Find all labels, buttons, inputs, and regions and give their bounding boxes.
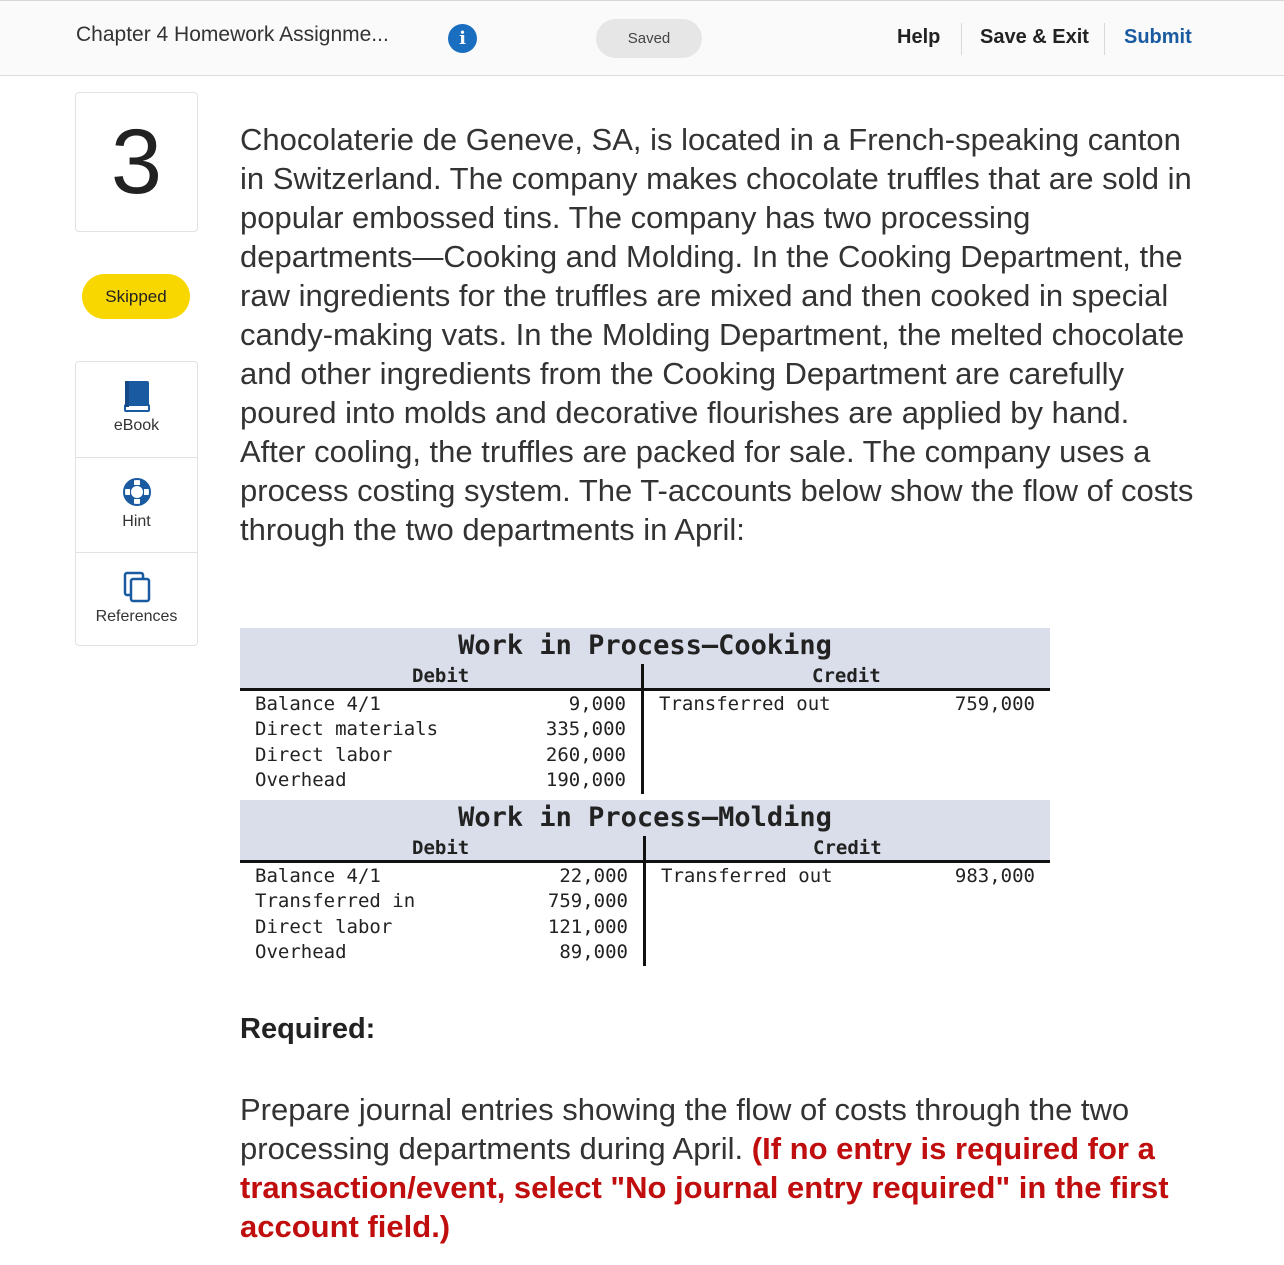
- t-account-header: [240, 628, 1050, 691]
- documents-icon: [122, 571, 152, 603]
- debit-label: Overhead: [255, 941, 347, 963]
- credit-label: Transferred out: [661, 865, 833, 887]
- tool-label: eBook: [113, 417, 160, 434]
- debit-amount: 22,000: [559, 865, 628, 887]
- instructions-text: Prepare journal entries showing the flow of costs through the two processing departments during April.: [240, 1092, 1130, 1166]
- tools-panel: [75, 361, 198, 646]
- debit-label: Balance 4/1: [255, 693, 381, 715]
- required-heading: Required:: [240, 1013, 376, 1045]
- credit-amount: 983,000: [954, 865, 1035, 887]
- debit-amount: 759,000: [547, 890, 628, 912]
- debit-amount: 190,000: [545, 769, 626, 791]
- credit-amount: 759,000: [954, 693, 1035, 715]
- tool-label: Hint: [122, 513, 151, 530]
- info-icon[interactable]: i: [448, 24, 477, 53]
- save-exit-button[interactable]: Save & Exit: [980, 26, 1089, 48]
- hint-tool[interactable]: [76, 457, 197, 551]
- debit-amount: 335,000: [545, 718, 626, 740]
- t-account-cooking: [240, 628, 1050, 796]
- debit-amount: 9,000: [568, 693, 626, 715]
- credit-header: Credit: [812, 665, 881, 687]
- t-account-title: Work in Process—Molding: [458, 802, 832, 833]
- t-account-divider: [641, 664, 644, 794]
- debit-label: Transferred in: [255, 890, 416, 912]
- t-account-molding: [240, 800, 1050, 968]
- submit-button[interactable]: Submit: [1124, 26, 1192, 48]
- references-tool[interactable]: [76, 552, 197, 646]
- debit-label: Direct labor: [255, 744, 393, 766]
- question-number: 3: [75, 92, 198, 232]
- header-divider: [1104, 23, 1105, 55]
- skipped-badge: Skipped: [82, 274, 190, 319]
- help-button[interactable]: Help: [897, 26, 941, 48]
- tool-label: References: [95, 608, 178, 625]
- debit-amount: 89,000: [559, 941, 628, 963]
- debit-label: Direct labor: [255, 916, 393, 938]
- question-prompt: Chocolaterie de Geneve, SA, is located in a French-speaking canton in Switzerland. The company makes chocolate truffles that are sold in popular embossed tins. The company has two processing departments—Cooking and Molding. In the Cooking Department, the raw ingredients for the truffles are mixed and then cooked in special candy-making vats. In the Molding Department, the melted chocolate and other ingredients from the Cooking Department are carefully poured into molds and decorative flourishes are applied by hand. After cooling, the truffles are packed for sale. The company uses a process costing system. The T-accounts below show the flow of costs through the two departments in April:: [240, 122, 1194, 547]
- assignment-title: Chapter 4 Homework Assignme...: [76, 23, 389, 46]
- debit-label: Balance 4/1: [255, 865, 381, 887]
- book-icon: [122, 380, 152, 412]
- t-account-title: Work in Process—Cooking: [458, 630, 832, 661]
- t-account-divider: [643, 836, 646, 966]
- credit-header: Credit: [813, 837, 882, 859]
- top-bar: [0, 0, 1284, 76]
- saved-status-badge: Saved: [596, 19, 702, 58]
- ebook-tool[interactable]: [76, 362, 197, 456]
- instructions-note: (If no entry is required for a transaction/event, select "No journal entry required" in the first account field.): [240, 1131, 1169, 1244]
- debit-label: Overhead: [255, 769, 347, 791]
- debit-label: Direct materials: [255, 718, 439, 740]
- debit-amount: 121,000: [547, 916, 628, 938]
- instructions: [240, 1090, 1210, 1246]
- header-divider: [961, 23, 962, 55]
- credit-label: Transferred out: [659, 693, 831, 715]
- lifebuoy-icon: [122, 477, 152, 507]
- debit-header: Debit: [412, 665, 470, 687]
- debit-amount: 260,000: [545, 744, 626, 766]
- debit-header: Debit: [412, 837, 470, 859]
